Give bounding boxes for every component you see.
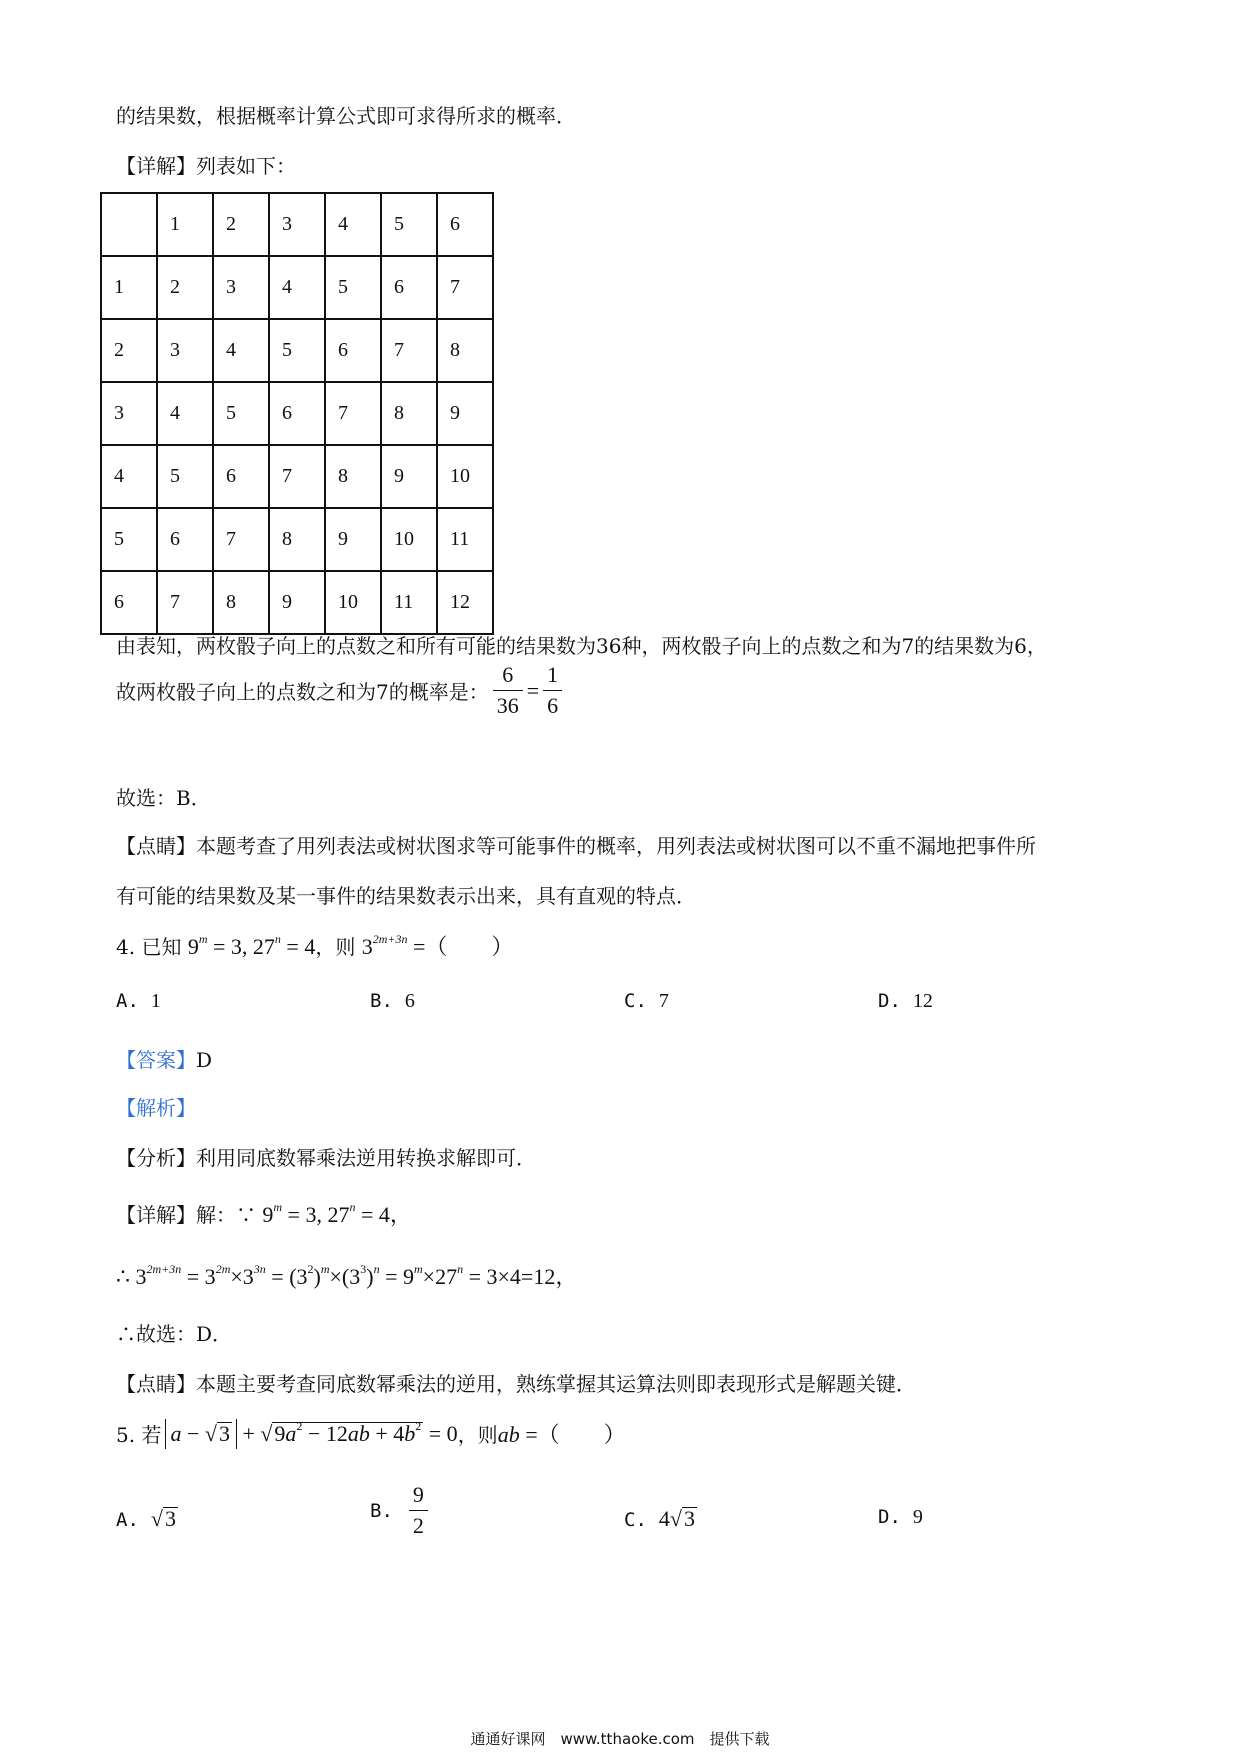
table-cell: 3	[269, 193, 325, 256]
table-cell: 5	[213, 382, 269, 445]
table-cell: 3	[101, 382, 157, 445]
table-row	[101, 445, 493, 508]
fraction-1-6	[543, 660, 562, 721]
q4-option-d[interactable]: D. 12	[878, 990, 933, 1012]
table-cell: 9	[437, 382, 493, 445]
table-cell: 6	[381, 256, 437, 319]
table-cell: 9	[269, 571, 325, 634]
table-cell: 9	[381, 445, 437, 508]
paragraph-result-count: 的结果数，根据概率计算公式即可求得所求的概率．	[116, 104, 576, 128]
table-cell: 6	[157, 508, 213, 571]
analysis-tag: 【解析】	[116, 1096, 196, 1120]
table-cell: 12	[437, 571, 493, 634]
table-cell: 4	[101, 445, 157, 508]
q5-option-d[interactable]: D. 9	[878, 1506, 923, 1528]
table-cell: 1	[101, 256, 157, 319]
q4-option-a[interactable]: A. 1	[116, 990, 161, 1012]
table-cell: 10	[381, 508, 437, 571]
table-row	[101, 571, 493, 634]
table-cell: 2	[213, 193, 269, 256]
q5-then: ，则	[457, 1423, 498, 1447]
paragraph-total-outcomes: 由表知，两枚骰子向上的点数之和所有可能的结果数为36种，两枚骰子向上的点数之和为7的结果数为6，	[116, 634, 1047, 658]
question-5: 5. 若 $a - √3 + √9a^2 - 12ab + 4b^2 = 0$ ，则 ab =（ ）	[116, 1418, 626, 1447]
answer-tag: 【答案】	[116, 1048, 196, 1072]
table-cell: 4	[269, 256, 325, 319]
table-cell: 4	[213, 319, 269, 382]
table-row	[101, 256, 493, 319]
choose-b: 故选：B．	[116, 786, 211, 810]
detail-line: 【详解】解：∵ $9^m = 3$, $27^n = 4$，	[116, 1200, 412, 1227]
table-cell: 7	[157, 571, 213, 634]
probability-line	[116, 660, 566, 721]
table-cell: 10	[325, 571, 381, 634]
table-cell: 7	[269, 445, 325, 508]
table-header-row	[101, 193, 493, 256]
fraction-6-36	[493, 660, 523, 721]
q4-prefix: 4. 已知	[116, 935, 182, 959]
probability-text: 故两枚骰子向上的点数之和为7的概率是：	[116, 680, 489, 704]
q4-option-b[interactable]: B. 6	[370, 990, 415, 1012]
table-cell: 8	[381, 382, 437, 445]
q4-condition: 9$^m$ = 3, 27$^n$ = 4	[187, 932, 316, 959]
fraction-numerator: 1	[543, 660, 562, 691]
table-cell: 5	[157, 445, 213, 508]
analysis-text: 【分析】利用同底数幂乘法逆用转换求解即可．	[116, 1146, 536, 1170]
dice-sum-table	[100, 192, 494, 635]
table-cell: 1	[157, 193, 213, 256]
answer-value: D	[196, 1048, 213, 1072]
fraction-numerator: 6	[493, 660, 523, 691]
table-cell: 8	[269, 508, 325, 571]
table-cell: 11	[381, 571, 437, 634]
table-cell: 5	[269, 319, 325, 382]
choose-d: ∴故选：D．	[116, 1322, 233, 1346]
q5-option-b[interactable]: B. $\frac{9}{2}$	[370, 1480, 432, 1541]
table-cell: 7	[381, 319, 437, 382]
table-cell: 7	[325, 382, 381, 445]
comment-q4: 【点睛】本题主要考查同底数幂乘法的逆用，熟练掌握其运算法则即表现形式是解题关键．	[116, 1372, 916, 1396]
table-cell: 6	[213, 445, 269, 508]
table-cell: 6	[325, 319, 381, 382]
table-cell: 3	[157, 319, 213, 382]
table-cell: 9	[325, 508, 381, 571]
table-cell: 6	[101, 571, 157, 634]
table-row	[101, 382, 493, 445]
table-cell: 2	[101, 319, 157, 382]
table-cell: 6	[269, 382, 325, 445]
footer-watermark: 通通好课网 www.tthaoke.com 提供下载	[470, 1730, 770, 1748]
table-cell: 7	[213, 508, 269, 571]
detail-heading: 【详解】列表如下：	[116, 154, 296, 178]
derivation-chain: ∴ $3^{2m+3n} = 3^{2m}\times 3^{3n} = (3^2)^m\times(3^3)^n = 9^m\times 27^n = 3\times 4=12$，	[116, 1262, 578, 1289]
q4-target: $3^{2m+3n}$ =（ ）	[361, 932, 514, 959]
comment-line-1: 【点睛】本题考查了用列表法或树状图求等可能事件的概率，用列表法或树状图可以不重不漏地把事件所	[116, 834, 1036, 858]
table-cell: 5	[101, 508, 157, 571]
table-cell: 3	[213, 256, 269, 319]
q5-prefix: 5. 若	[116, 1423, 162, 1447]
table-row	[101, 508, 493, 571]
table-cell: 8	[325, 445, 381, 508]
comment-line-2: 有可能的结果数及某一事件的结果数表示出来，具有直观的特点．	[116, 884, 696, 908]
table-cell: 6	[437, 193, 493, 256]
q4-then: ，则	[315, 935, 356, 959]
fraction-denominator: 36	[496, 693, 519, 718]
q5-option-a[interactable]: A. √3	[116, 1506, 176, 1531]
table-row	[101, 319, 493, 382]
answer-line	[116, 1044, 212, 1073]
table-cell: 11	[437, 508, 493, 571]
table-cell	[101, 193, 157, 256]
table-cell: 2	[157, 256, 213, 319]
table-cell: 10	[437, 445, 493, 508]
equals-sign: =	[526, 677, 540, 703]
q5-option-c[interactable]: C. 4√3	[624, 1506, 695, 1531]
fraction-denominator: 6	[547, 693, 559, 718]
table-cell: 5	[325, 256, 381, 319]
table-cell: 7	[437, 256, 493, 319]
table-cell: 8	[437, 319, 493, 382]
table-cell: 8	[213, 571, 269, 634]
table-cell: 4	[325, 193, 381, 256]
table-cell: 4	[157, 382, 213, 445]
table-cell: 5	[381, 193, 437, 256]
q4-option-c[interactable]: C. 7	[624, 990, 669, 1012]
question-4	[116, 930, 513, 961]
